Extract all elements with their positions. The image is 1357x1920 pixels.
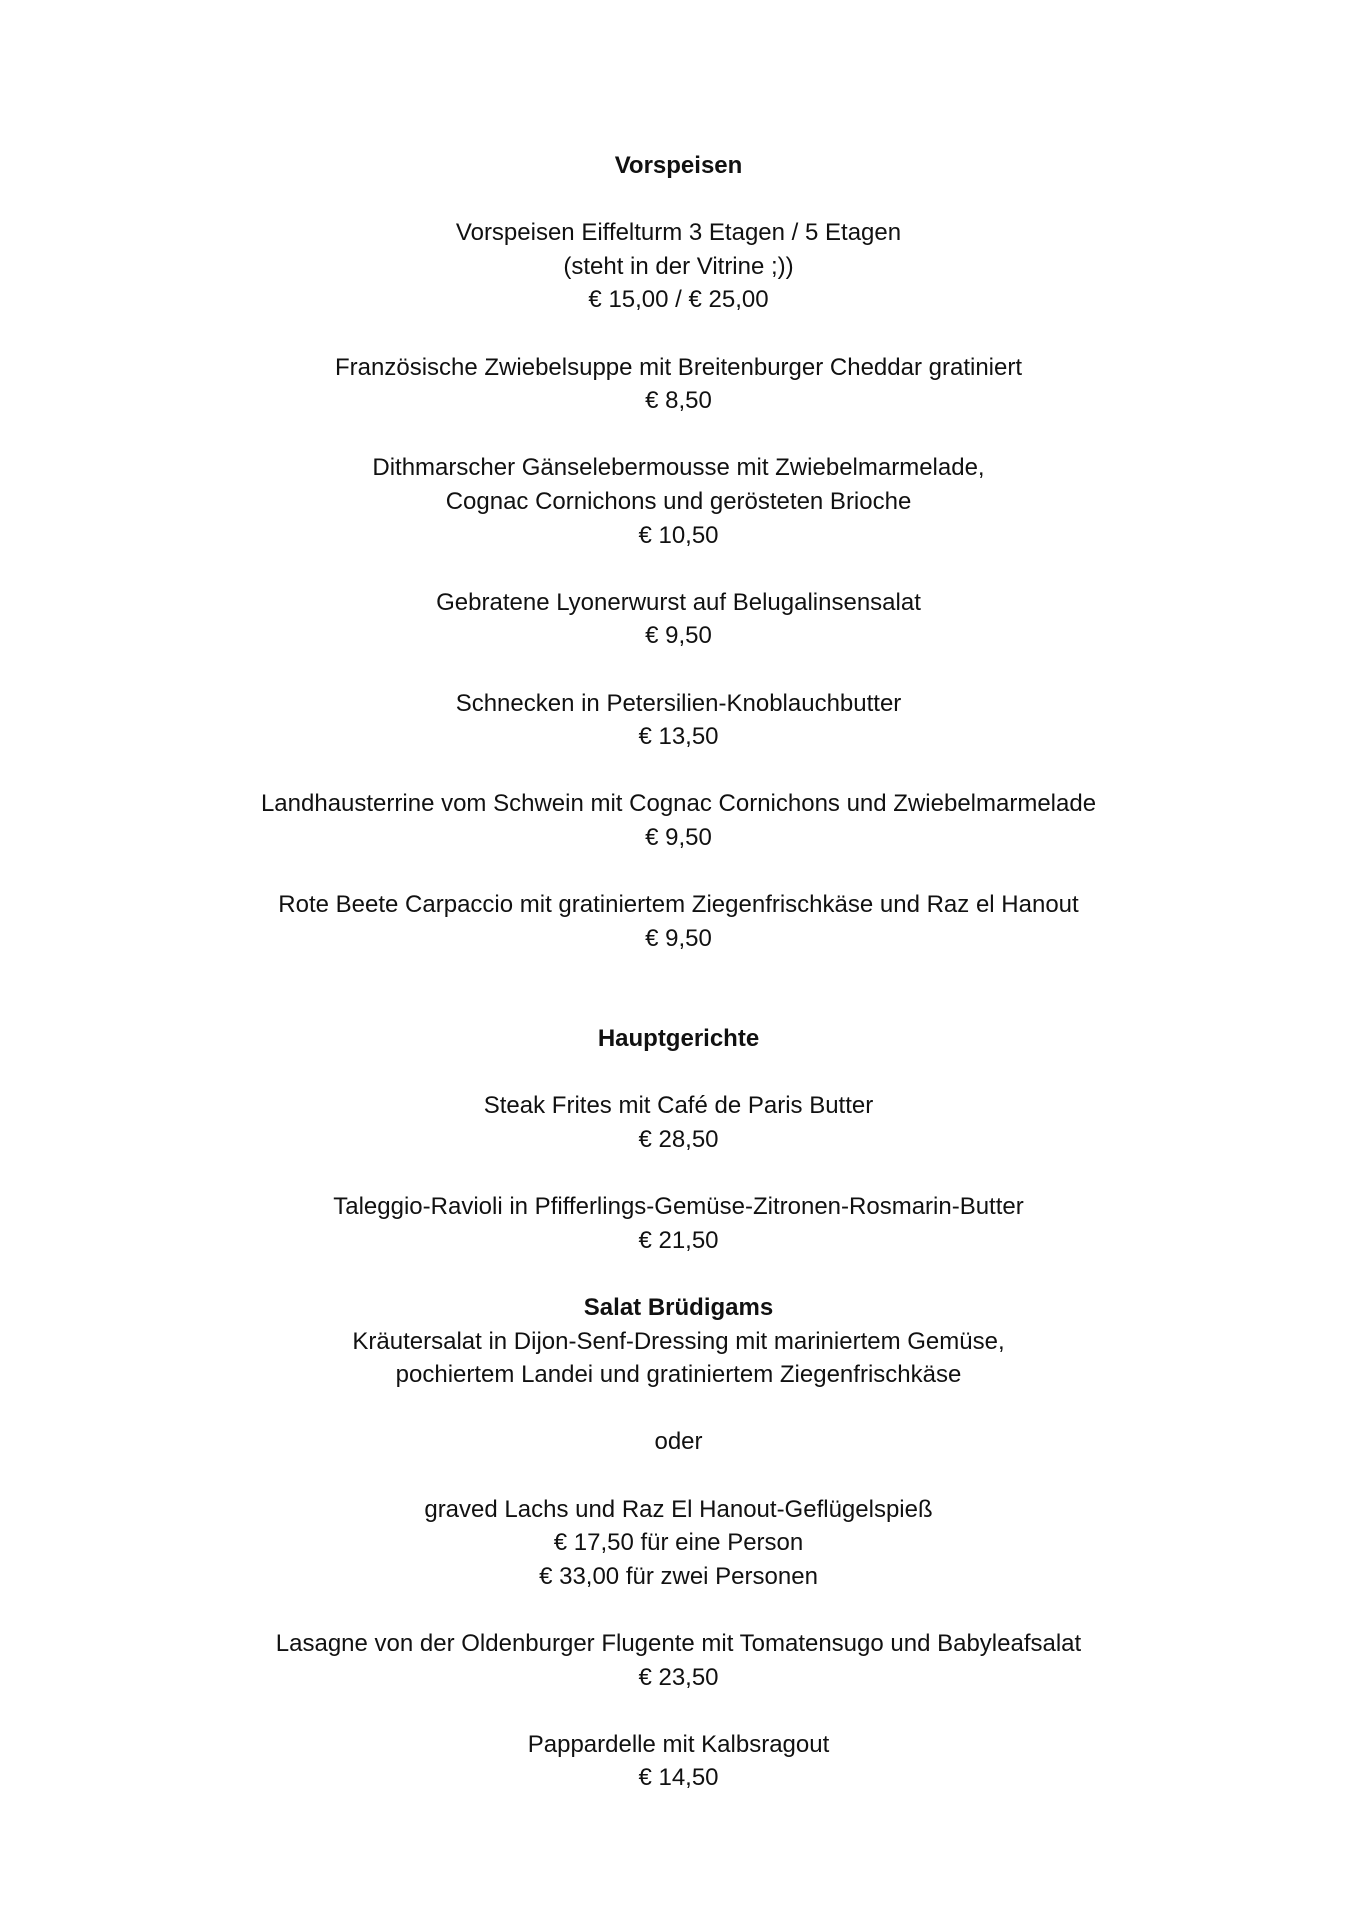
spacer: [0, 1694, 1357, 1728]
dish-name: Landhausterrine vom Schwein mit Cognac Cornichons und Zwiebelmarmelade: [260, 790, 1097, 818]
dish-name: Schnecken in Petersilien-Knoblauchbutter: [455, 689, 902, 717]
dish-price: € 8,50: [645, 387, 712, 415]
menu-item: [0, 1190, 1357, 1257]
menu-page: [0, 149, 1357, 1795]
dish-name: Pappardelle mit Kalbsragout: [527, 1730, 830, 1758]
dish-title: Salat Brüdigams: [583, 1294, 774, 1321]
spacer: [0, 552, 1357, 586]
menu-item: [0, 351, 1357, 418]
spacer: [0, 1392, 1357, 1426]
dish-alternative: graved Lachs und Raz El Hanout-Geflügelspieß: [424, 1495, 933, 1523]
dish-price: € 10,50: [638, 521, 719, 549]
dish-price: € 9,50: [645, 622, 712, 650]
section-heading-vorspeisen: Vorspeisen: [614, 152, 743, 179]
spacer: [0, 183, 1357, 217]
dish-name: Gebratene Lyonerwurst auf Belugalinsensalat: [436, 588, 921, 616]
spacer: [0, 418, 1357, 452]
spacer: [0, 1157, 1357, 1191]
spacer: [0, 854, 1357, 888]
separator-text: oder: [654, 1428, 703, 1456]
dish-name: Steak Frites mit Café de Paris Butter: [483, 1092, 874, 1120]
menu-item: [0, 687, 1357, 754]
spacer: [0, 1593, 1357, 1627]
dish-name: Rote Beete Carpaccio mit gratiniertem Ziegenfrischkäse und Raz el Hanout: [278, 891, 1079, 919]
dish-name: Dithmarscher Gänselebermousse mit Zwiebelmarmelade,: [372, 454, 985, 482]
menu-item: [0, 451, 1357, 552]
dish-note: (steht in der Vitrine ;)): [563, 252, 794, 280]
dish-price: € 17,50 für eine Person: [553, 1529, 804, 1557]
menu-item: [0, 1728, 1357, 1795]
spacer: [0, 1056, 1357, 1090]
menu-item-salat: [0, 1291, 1357, 1593]
dish-price: € 15,00 / € 25,00: [588, 286, 769, 314]
dish-description: pochiertem Landei und gratiniertem Ziegenfrischkäse: [395, 1361, 962, 1389]
spacer: [0, 955, 1357, 1022]
menu-item: [0, 216, 1357, 317]
menu-item: [0, 787, 1357, 854]
menu-item: [0, 1627, 1357, 1694]
spacer: [0, 653, 1357, 687]
dish-price: € 9,50: [645, 924, 712, 952]
dish-price: € 21,50: [638, 1226, 719, 1254]
spacer: [0, 1257, 1357, 1291]
dish-price: € 28,50: [638, 1126, 719, 1154]
dish-name: Lasagne von der Oldenburger Flugente mit Tomatensugo und Babyleafsalat: [275, 1629, 1082, 1657]
dish-price: € 14,50: [638, 1764, 719, 1792]
menu-item: [0, 586, 1357, 653]
spacer: [0, 1459, 1357, 1493]
dish-name: Französische Zwiebelsuppe mit Breitenburger Cheddar gratiniert: [335, 353, 1022, 381]
menu-item: [0, 888, 1357, 955]
dish-name: Cognac Cornichons und gerösteten Brioche: [445, 487, 912, 515]
dish-description: Kräutersalat in Dijon-Senf-Dressing mit mariniertem Gemüse,: [352, 1327, 1005, 1355]
dish-name: Vorspeisen Eiffelturm 3 Etagen / 5 Etagen: [455, 219, 902, 247]
dish-name: Taleggio-Ravioli in Pfifferlings-Gemüse-Zitronen-Rosmarin-Butter: [333, 1193, 1024, 1221]
dish-price: € 13,50: [638, 723, 719, 751]
dish-price: € 9,50: [645, 823, 712, 851]
dish-price: € 23,50: [638, 1663, 719, 1691]
dish-price: € 33,00 für zwei Personen: [539, 1562, 818, 1590]
spacer: [0, 754, 1357, 788]
spacer: [0, 317, 1357, 351]
section-heading-hauptgerichte: Hauptgerichte: [597, 1025, 760, 1053]
menu-item: [0, 1089, 1357, 1156]
